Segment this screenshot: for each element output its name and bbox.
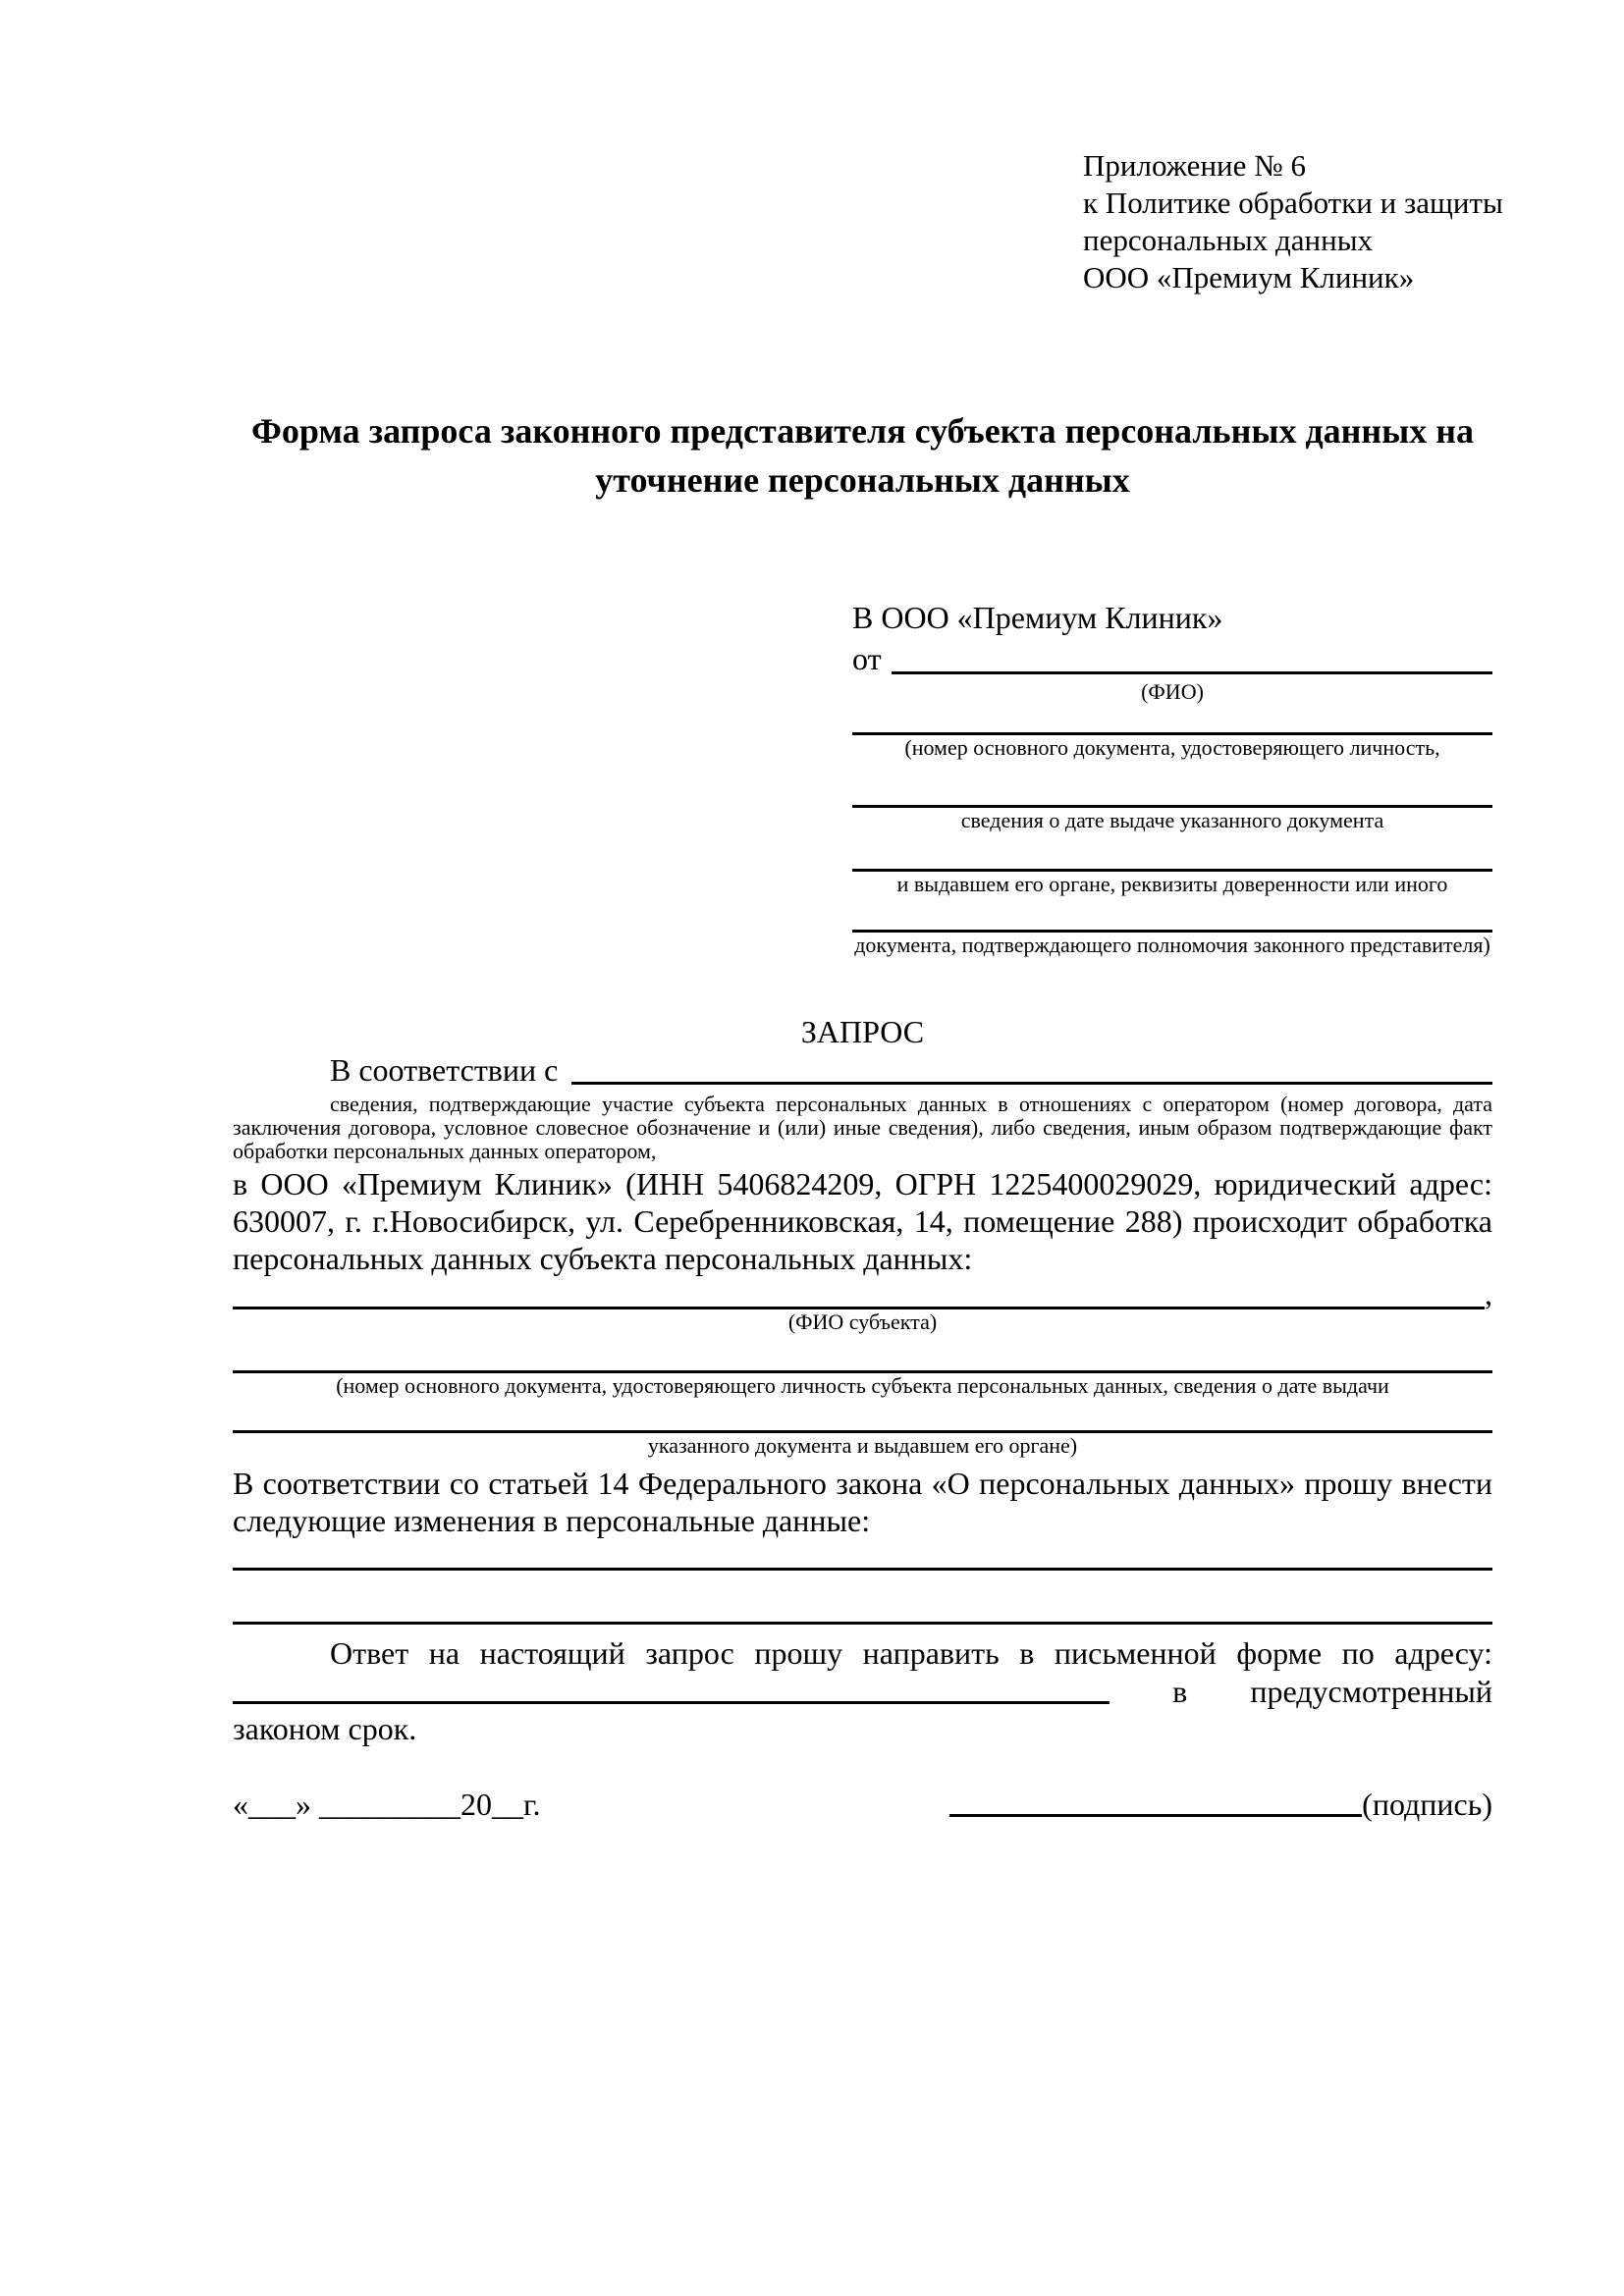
changes-blank-field-2[interactable] bbox=[233, 1571, 1492, 1625]
signature-group bbox=[949, 1785, 1492, 1824]
authority-document-blank-field[interactable] bbox=[852, 897, 1492, 933]
document-caption: (номер основного документа, удостоверяющего личность, bbox=[904, 735, 1440, 760]
article14-paragraph: В соответствии со статьей 14 Федерального закона «О персональных данных» прошу внести следующие изменения в персональные данные: bbox=[233, 1466, 1492, 1538]
subject-fio-row bbox=[233, 1277, 1492, 1309]
answer-word-predusmotrennyj: предусмотренный bbox=[1250, 1674, 1492, 1709]
appendix-line: к Политике обработки и защиты bbox=[1083, 186, 1503, 220]
subject-document-blank-field-2[interactable] bbox=[233, 1399, 1492, 1433]
from-row bbox=[852, 638, 1492, 679]
representative-document-blank-field[interactable] bbox=[852, 705, 1492, 735]
representative-fio-blank-field[interactable] bbox=[892, 642, 1492, 674]
accordance-label: В соответствии с bbox=[330, 1052, 559, 1088]
from-label: от bbox=[852, 641, 882, 676]
subject-document-blank-field[interactable] bbox=[233, 1335, 1492, 1373]
request-heading: ЗАПРОС bbox=[800, 1014, 925, 1049]
page-title: Форма запроса законного представителя субъекта персональных данных на уточнение персональных данных bbox=[251, 411, 1474, 500]
date-line: «___» _________20__г. bbox=[233, 1787, 541, 1822]
subject-fio-caption: (ФИО субъекта) bbox=[787, 1309, 938, 1334]
answer-address-blank-field[interactable] bbox=[233, 1672, 1110, 1704]
authority-document-caption: документа, подтверждающего полномочия законного представителя) bbox=[854, 933, 1490, 957]
fio-caption: (ФИО) bbox=[1141, 679, 1204, 704]
answer-address-row bbox=[233, 1672, 1492, 1710]
changes-blank-field-1[interactable] bbox=[233, 1539, 1492, 1571]
fine-print-note: сведения, подтверждающие участие субъекта персональных данных в отношениях с оператором (номер договора, дата заключения договора, условное словесное обозначение и (или) иные сведения), либо сведения, иным образом подтверждающие факт обработки персональных данных оператором, bbox=[233, 1092, 1492, 1163]
subject-document-caption-line1: (номер основного документа, удостоверяющего личность субъекта персональных данных, сведения о дате выдачи bbox=[336, 1373, 1389, 1398]
appendix-block bbox=[1083, 147, 1503, 296]
issuing-authority-blank-field[interactable] bbox=[852, 833, 1492, 872]
addressee-to: В ООО «Премиум Клиник» bbox=[852, 600, 1223, 635]
subject-fio-blank-field[interactable] bbox=[233, 1277, 1485, 1309]
appendix-line: Приложение № 6 bbox=[1083, 148, 1306, 183]
appendix-line: ООО «Премиум Клиник» bbox=[1083, 260, 1415, 294]
accordance-blank-field[interactable] bbox=[571, 1054, 1492, 1085]
answer-tail: законом срок. bbox=[233, 1711, 417, 1746]
accordance-row bbox=[330, 1050, 1492, 1090]
addressee-block bbox=[852, 597, 1492, 958]
date-signature-row bbox=[233, 1785, 1492, 1824]
issuing-authority-caption: и выдавшем его органе, реквизиты доверенности или иного bbox=[896, 872, 1448, 896]
answer-word-v: в bbox=[1172, 1674, 1188, 1709]
operator-paragraph: в ООО «Премиум Клиник» (ИНН 5406824209, ОГРН 1225400029029, юридический адрес: 630007, г. г.Новосибирск, ул. Серебренниковская, 14, помещение 288) происходит обработка персональных данных субъекта персональных данных: bbox=[233, 1166, 1492, 1276]
comma-after-blank: , bbox=[1485, 1276, 1492, 1311]
appendix-line: персональных данных bbox=[1083, 223, 1374, 257]
answer-paragraph: Ответ на настоящий запрос прошу направить в письменной форме по адресу: bbox=[330, 1635, 1492, 1671]
subject-document-caption-line2: указанного документа и выдавшем его органе) bbox=[647, 1433, 1078, 1458]
document-issue-date-blank-field[interactable] bbox=[852, 761, 1492, 808]
signature-blank-field[interactable] bbox=[949, 1785, 1362, 1817]
signature-caption: (подпись) bbox=[1362, 1787, 1492, 1822]
document-issue-date-caption: сведения о дате выдаче указанного документа bbox=[960, 808, 1384, 832]
